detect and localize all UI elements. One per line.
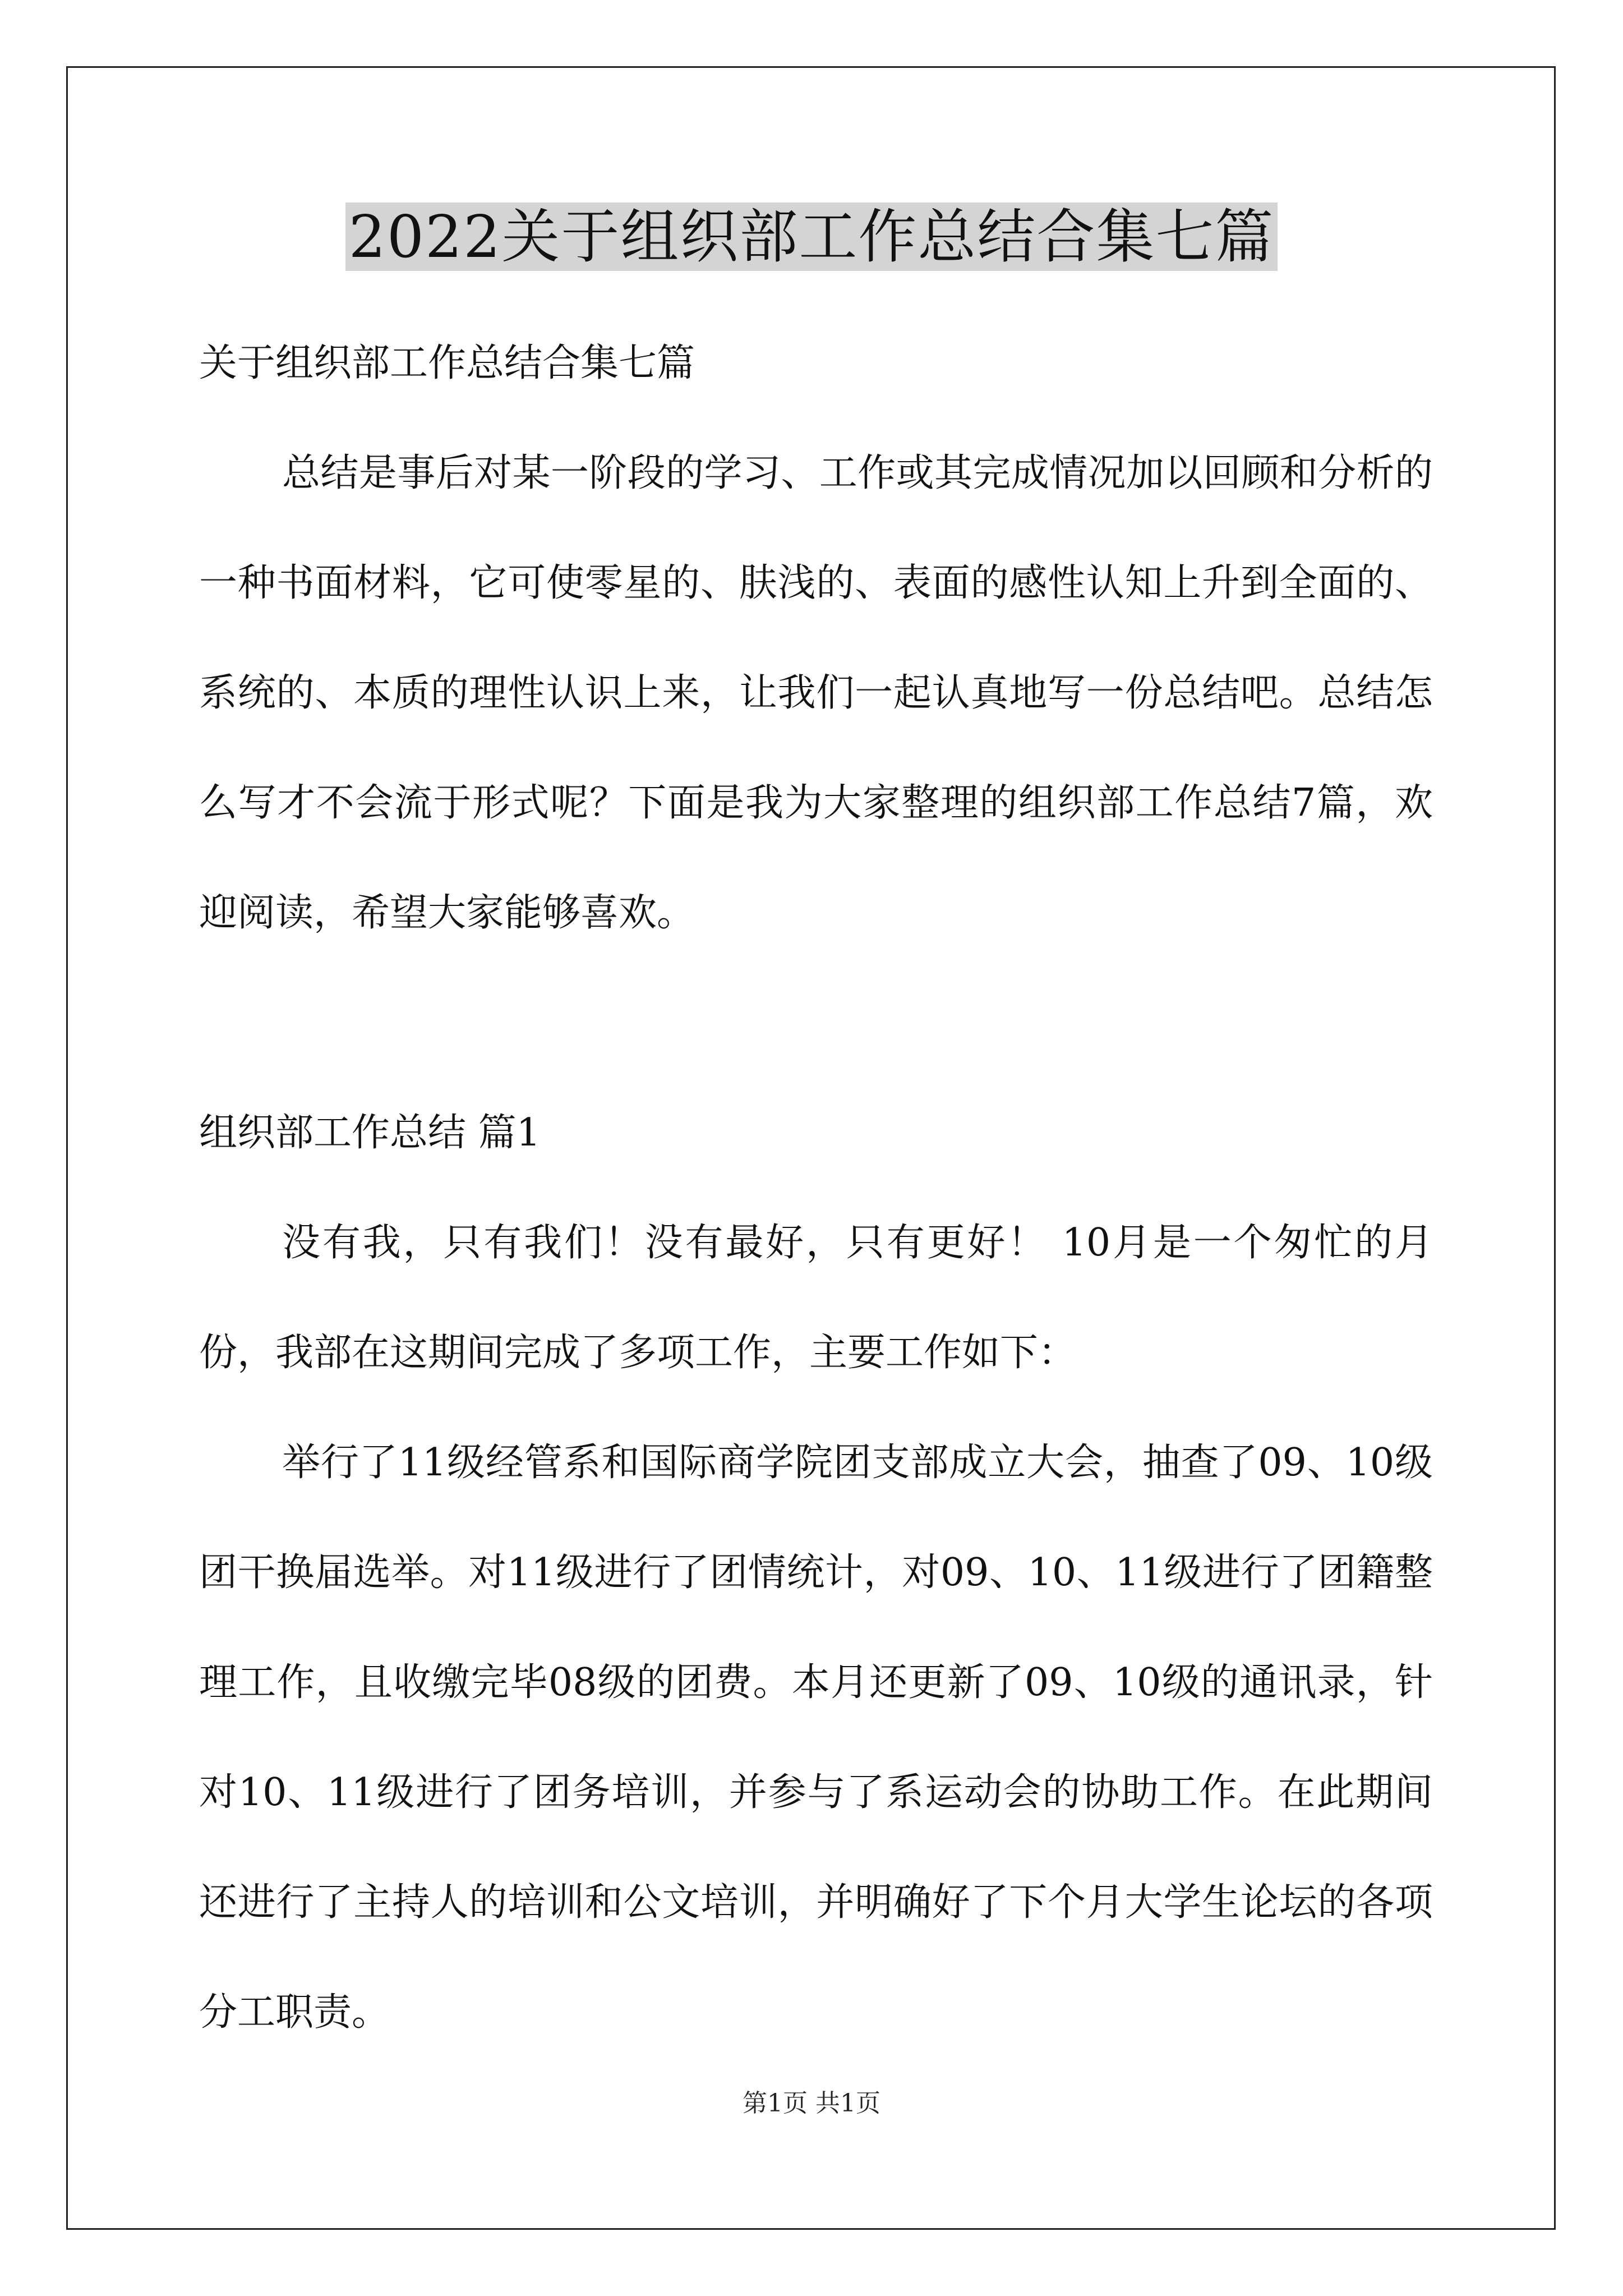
document-title-text: 2022关于组织部工作总结合集七篇: [345, 203, 1278, 271]
page-footer: 第1页 共1页: [743, 2089, 880, 2118]
document-title: [0, 197, 1623, 276]
section-spacer: [199, 968, 1433, 1078]
section-paragraph: 举行了11级经管系和国际商学院团支部成立大会，抽查了09、10级团干换届选举。对11级进行了团情统计，对09、10、11级进行了团籍整理工作，且收缴完毕08级的团费。本月还更新了09、10级的通讯录，针对10、11级进行了团务培训，并参与了系运动会的协助工作。在此期间还进行了主持人的培训和公文培训，并明确好了下个月大学生论坛的各项分工职责。: [199, 1441, 1433, 2035]
section-heading: 组织部工作总结 篇1: [199, 1111, 541, 1155]
document-subtitle: 关于组织部工作总结合集七篇: [199, 341, 695, 385]
section-paragraph: 没有我，只有我们！没有最好，只有更好！ 10月是一个匆忙的月份，我部在这期间完成了多项工作，主要工作如下：: [199, 1221, 1433, 1375]
document-body: [199, 309, 1433, 2068]
intro-paragraph: 总结是事后对某一阶段的学习、工作或其完成情况加以回顾和分析的一种书面材料，它可使零星的、肤浅的、表面的感性认知上升到全面的、系统的、本质的理性认识上来，让我们一起认真地写一份总结吧。总结怎么写才不会流于形式呢？下面是我为大家整理的组织部工作总结7篇，欢迎阅读，希望大家能够喜欢。: [199, 451, 1433, 935]
